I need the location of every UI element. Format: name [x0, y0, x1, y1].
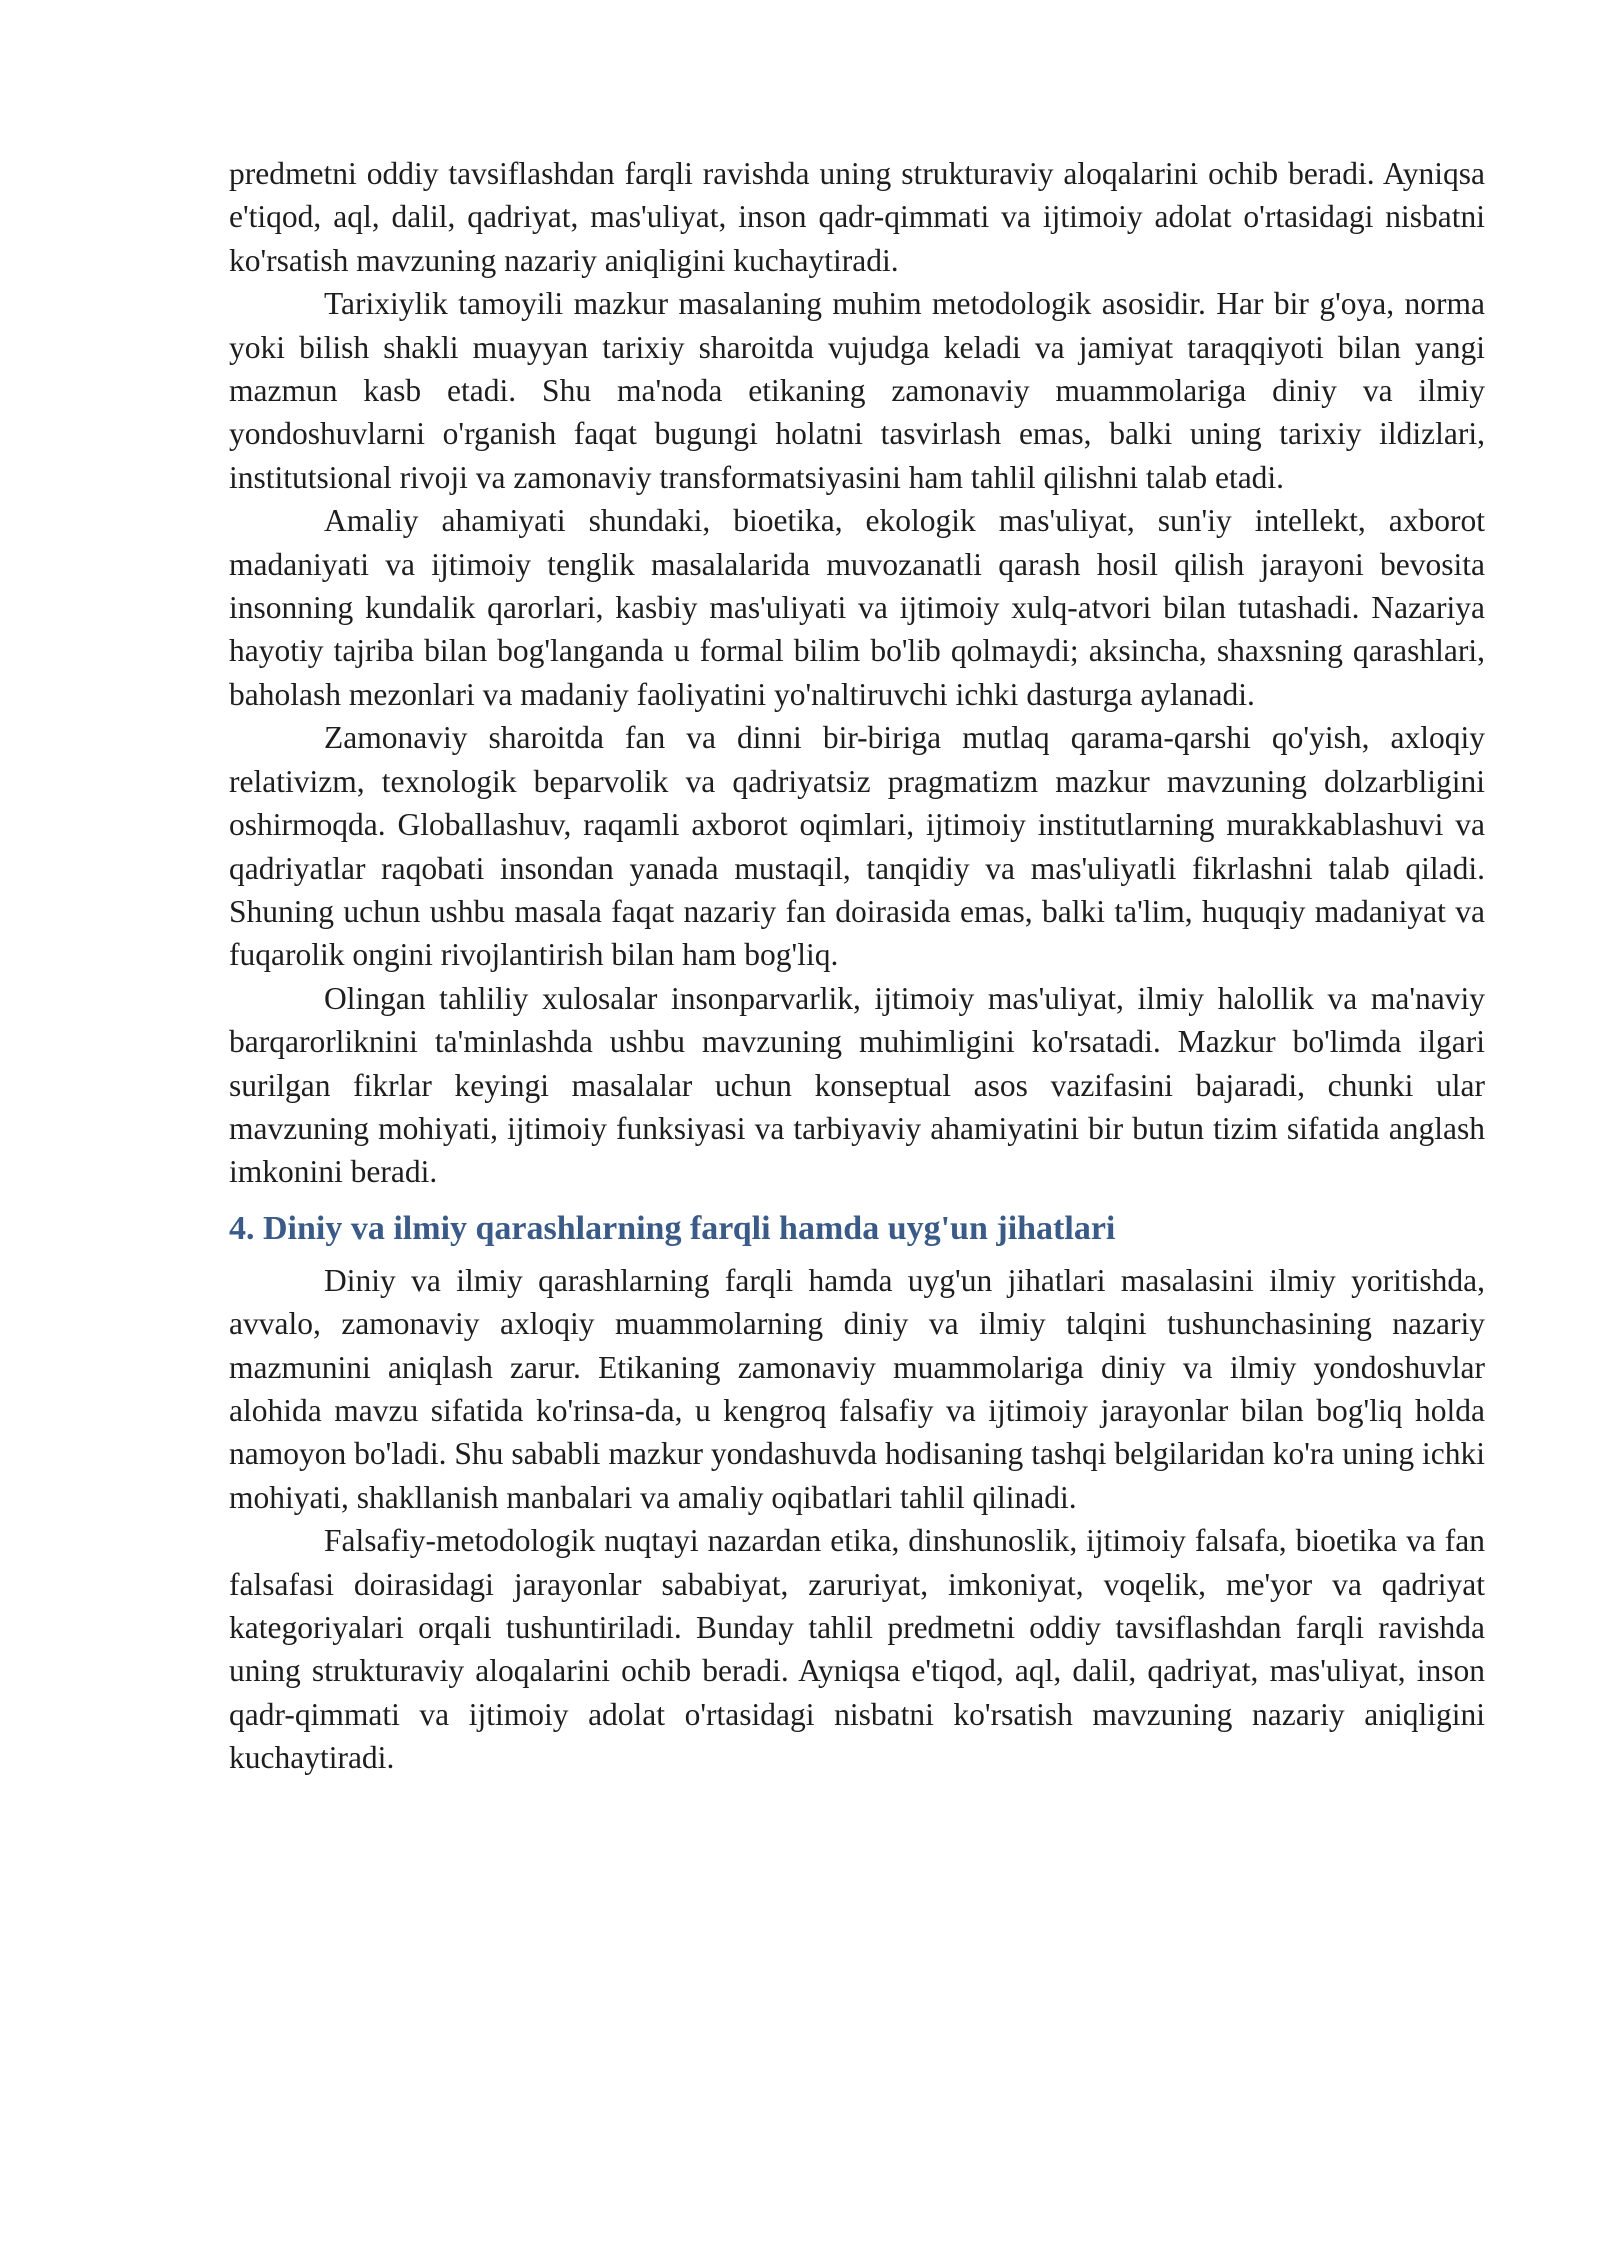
paragraph-section-intro: Diniy va ilmiy qarashlarning farqli hamda uyg'un jihatlari masalasini ilmiy yoritishda, avvalo, zamonaviy axloqiy muammolarning diniy va ilmiy talqini tushunchasining nazariy mazmunini aniqlash zarur. Etikaning zamonaviy muammolariga diniy va ilmiy yondoshuvlar alohida mavzu sifatida ko'rinsa-da, u kengroq falsafiy va ijtimoiy jarayonlar bilan bog'liq holda namoyon bo'ladi. Shu sababli mazkur yondashuvda hodisaning tashqi belgilaridan ko'ra uning ichki mohiyati, shakllanish manbalari va amaliy oqibatlari tahlil qilinadi.: [229, 1262, 1485, 1515]
paragraph-modern-conditions: Zamonaviy sharoitda fan va dinni bir-biriga mutlaq qarama-qarshi qo'yish, axloqiy relativizm, texnologik beparvolik va qadriyatsiz pragmatizm mazkur mavzuning dolzarbligini oshirmoqda. Globallashuv, raqamli axborot oqimlari, ijtimoiy institutlarning murakkablashuvi va qadriyatlar raqobati insondan yanada mustaqil, tanqidiy va mas'uliyatli fikrlashni talab qiladi. Shuning uchun ushbu masala faqat nazariy fan doirasida emas, balki ta'lim, huquqiy madaniyat va fuqarolik ongini rivojlantirish bilan ham bog'liq.: [229, 720, 1485, 973]
paragraph-continuation: predmetni oddiy tavsiflashdan farqli ravishda uning strukturaviy aloqalarini ochib beradi. Ayniqsa e'tiqod, aql, dalil, qadriyat, mas'uliyat, inson qadr-qimmati va ijtimoiy adolat o'rtasidagi nisbatni ko'rsatish mavzuning nazariy aniqligini kuchaytiradi.: [229, 156, 1485, 278]
paragraph-practical-significance: Amaliy ahamiyati shundaki, bioetika, ekologik mas'uliyat, sun'iy intellekt, axborot madaniyati va ijtimoiy tenglik masalalarida muvozanatli qarash hosil qilish jarayoni bevosita insonning kundalik qarorlari, kasbiy mas'uliyati va ijtimoiy xulq-atvori bilan tutashadi. Nazariya hayotiy tajriba bilan bog'langanda u formal bilim bo'lib qolmaydi; aksincha, shaxsning qarashlari, baholash mezonlari va madaniy faoliyatini yo'naltiruvchi ichki dasturga aylanadi.: [229, 503, 1485, 712]
document-page: [229, 152, 1485, 1780]
paragraph-conclusions: Olingan tahliliy xulosalar insonparvarlik, ijtimoiy mas'uliyat, ilmiy halollik va ma'naviy barqarorliknini ta'minlashda ushbu mavzuning muhimligini ko'rsatadi. Mazkur bo'limda ilgari surilgan fikrlar keyingi masalalar uchun konseptual asos vazifasini bajaradi, chunki ular mavzuning mohiyati, ijtimoiy funksiyasi va tarbiyaviy ahamiyatini bir butun tizim sifatida anglash imkonini beradi.: [229, 980, 1485, 1190]
paragraph-methodology: Falsafiy-metodologik nuqtayi nazardan etika, dinshunoslik, ijtimoiy falsafa, bioetika va fan falsafasi doirasidagi jarayonlar sababiyat, zaruriyat, imkoniyat, voqelik, me'yor va qadriyat kategoriyalari orqali tushuntiriladi. Bunday tahlil predmetni oddiy tavsiflashdan farqli ravishda uning strukturaviy aloqalarini ochib beradi. Ayniqsa e'tiqod, aql, dalil, qadriyat, mas'uliyat, inson qadr-qimmati va ijtimoiy adolat o'rtasidagi nisbatni ko'rsatish mavzuning nazariy aniqligini kuchaytiradi.: [229, 1523, 1485, 1776]
section-heading: 4. Diniy va ilmiy qarashlarning farqli hamda uyg'un jihatlari: [229, 1209, 1116, 1247]
paragraph-historicism: Tarixiylik tamoyili mazkur masalaning muhim metodologik asosidir. Har bir g'oya, norma yoki bilish shakli muayyan tarixiy sharoitda vujudga keladi va jamiyat taraqqiyoti bilan yangi mazmun kasb etadi. Shu ma'noda etikaning zamonaviy muammolariga diniy va ilmiy yondoshuvlarni o'rganish faqat bugungi holatni tasvirlash emas, balki uning tarixiy ildizlari, institutsional rivoji va zamonaviy transformatsiyasini ham tahlil qilishni talab etadi.: [229, 286, 1485, 495]
